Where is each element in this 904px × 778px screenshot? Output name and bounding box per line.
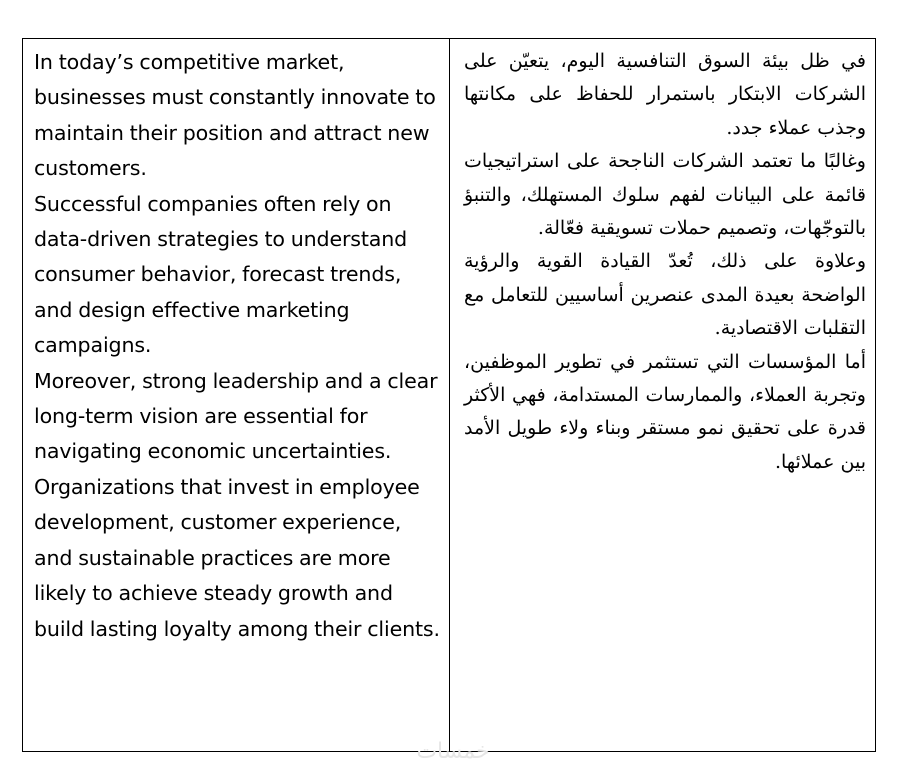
watermark-logo: خمسات (416, 739, 490, 764)
arabic-cell-content (450, 39, 875, 479)
english-paragraph-2: Successful companies often rely on data-driven strategies to understand consumer behavior, forecast trends, and design effective marketing campaigns. (34, 191, 408, 358)
english-cell (23, 39, 450, 752)
english-paragraph-3: Moreover, strong leadership and a clear long-term vision are essential for navigating economic uncertainties. (34, 368, 438, 464)
table-row (23, 39, 876, 752)
bilingual-table (22, 38, 876, 752)
english-paragraph-4: Organizations that invest in employee development, customer experience, and sustainable practices are more likely to achieve steady growth and build lasting loyalty among their clients. (34, 474, 440, 641)
arabic-paragraph-1: في ظل بيئة السوق التنافسية اليوم، يتعيّن على الشركات الابتكار باستمرار للحفاظ على مكانتها وجذب عملاء جدد. (464, 50, 866, 139)
english-paragraph-1: In today’s competitive market, businesses must constantly innovate to maintain their position and attract new customers. (34, 50, 436, 181)
arabic-paragraph-3: وعلاوة على ذلك، تُعدّ القيادة القوية والرؤية الواضحة بعيدة المدى عنصرين أساسيين للتعامل مع التقلبات الاقتصادية. (464, 250, 866, 340)
arabic-paragraph-2: وغالبًا ما تعتمد الشركات الناجحة على استراتيجيات قائمة على البيانات لفهم سلوك المستهلك، والتنبؤ بالتوجّهات، وتصميم حملات تسويقية فعّالة. (464, 150, 866, 240)
english-cell-content (23, 39, 449, 647)
arabic-cell (450, 39, 876, 752)
arabic-paragraph-4: أما المؤسسات التي تستثمر في تطوير الموظفين، وتجربة العملاء، والممارسات المستدامة، فهي الأكثر قدرة على تحقيق نمو مستقر وبناء ولاء طويل الأمد بين عملائها. (464, 350, 866, 473)
